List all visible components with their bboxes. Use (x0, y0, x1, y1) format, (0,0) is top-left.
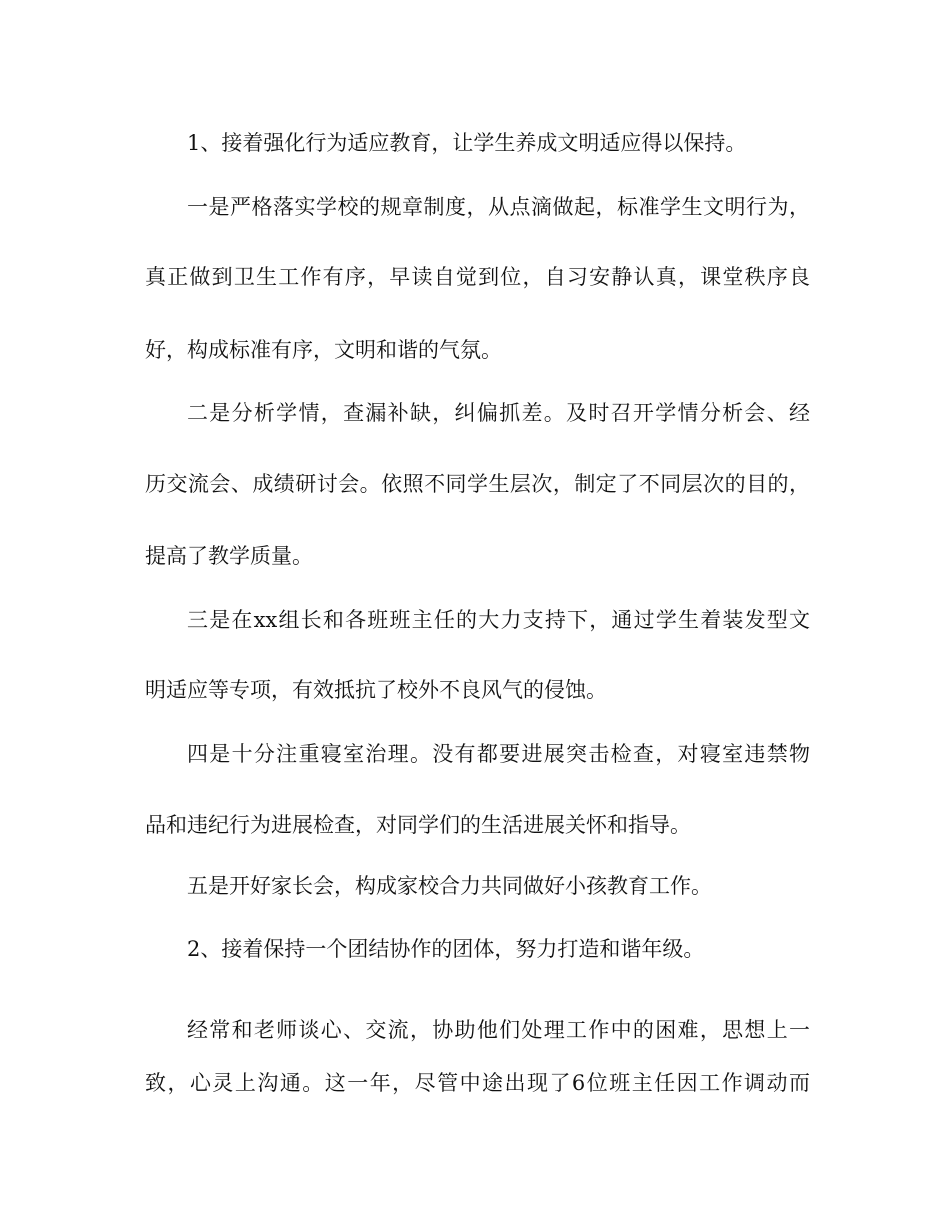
text-line: 真正做到卫生工作有序，早读自觉到位，自习安静认真，课堂秩序良 (145, 265, 810, 289)
text-line: 提高了教学质量。 (145, 544, 313, 568)
text-line: 1、接着强化行为适应教育，让学生养成文明适应得以保持。 (187, 131, 747, 155)
text-line: 历交流会、成绩研讨会。依照不同学生层次，制定了不同层次的目的， (145, 472, 810, 496)
text-line: 好，构成标准有序，文明和谐的气氛。 (145, 338, 502, 362)
text-line: 品和违纪行为进展检查，对同学们的生活进展关怀和指导。 (145, 813, 691, 837)
text-line: 五是开好家长会，构成家校合力共同做好小孩教育工作。 (187, 874, 712, 898)
text-line: 四是十分注重寝室治理。没有都要进展突击检查，对寝室违禁物 (187, 742, 810, 766)
text-line: 三是在xx组长和各班班主任的大力支持下，通过学生着装发型文 (187, 608, 810, 632)
text-line: 二是分析学情，查漏补缺，纠偏抓差。及时召开学情分析会、经 (187, 401, 810, 425)
text-line: 经常和老师谈心、交流，协助他们处理工作中的困难，思想上一 (187, 1018, 810, 1042)
text-line: 明适应等专项，有效抵抗了校外不良风气的侵蚀。 (145, 678, 607, 702)
text-line: 致，心灵上沟通。这一年，尽管中途出现了6位班主任因工作调动而 (145, 1071, 810, 1095)
text-line: 一是严格落实学校的规章制度，从点滴做起，标准学生文明行为， (187, 195, 810, 219)
text-line: 2、接着保持一个团结协作的团体，努力打造和谐年级。 (187, 937, 705, 961)
